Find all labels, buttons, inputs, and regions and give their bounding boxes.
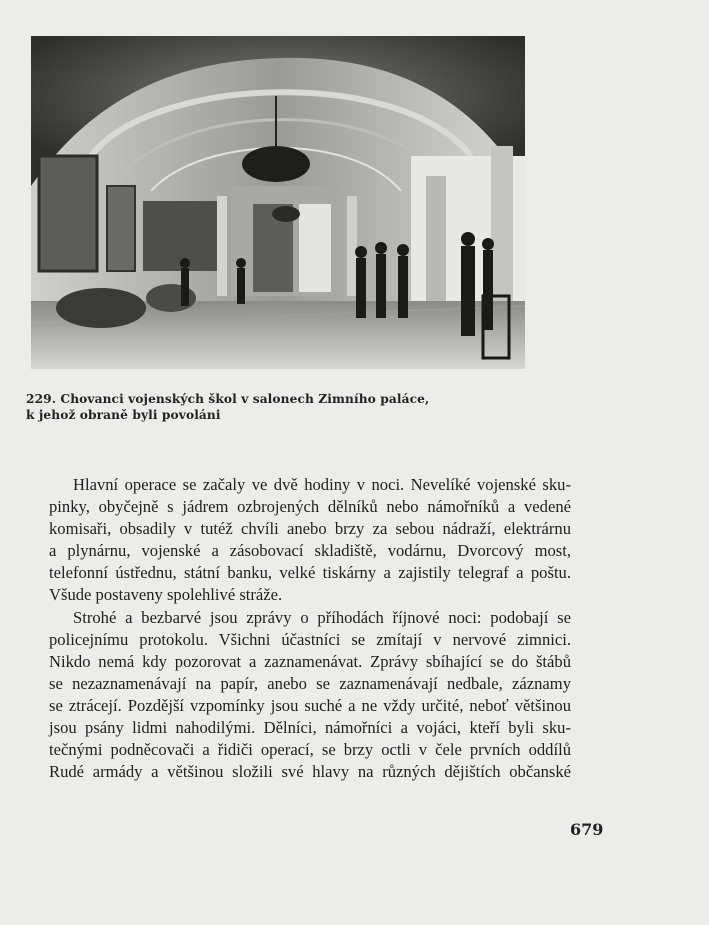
- text-line: jsou psány lidmi nahodilými. Dělníci, námořníci a vojáci, kteří byli sku-: [49, 718, 571, 738]
- caption-line-2: k jehož obraně byli povoláni: [26, 408, 221, 422]
- page-number: 679: [570, 820, 604, 839]
- text-line: Všude postaveny spolehlivé stráže.: [49, 585, 283, 605]
- text-line: pinky, obyčejně s jádrem ozbrojených dělníků nebo námořníků a vedené: [49, 497, 571, 517]
- text-line: Rudé armády a většinou složili své hlavy na různých dějištích občanské: [49, 762, 571, 782]
- text-line: komisaři, obsadily v tutéž chvíli anebo brzy za sebou nádraží, elektrárnu: [49, 519, 571, 539]
- caption-line-1: 229. Chovanci vojenských škol v salonech Zimního paláce,: [26, 392, 430, 406]
- body-text: [49, 474, 571, 783]
- text-line: telefonní ústřednu, státní banku, velké tiskárny a zajistily telegraf a poštu.: [49, 563, 571, 583]
- text-line: Nikdo nemá kdy pozorovat a zaznamenávat. Zprávy sbíhající se do štábů: [49, 651, 571, 671]
- figure-caption: [26, 391, 446, 423]
- text-line: policejnímu protokolu. Všichni účastníci se zmítají v nervové zimnici.: [49, 629, 571, 649]
- text-line: a plynárnu, vojenské a zásobovací skladiště, vodárnu, Dvorcový most,: [49, 541, 571, 561]
- text-line: Strohé a bezbarvé jsou zprávy o příhodách říjnové noci: podobají se: [73, 607, 571, 627]
- text-line: Hlavní operace se začaly ve dvě hodiny v noci. Nevelíké vojenské sku-: [73, 475, 571, 494]
- text-line: se nezaznamenávají na papír, anebo se zaznamenávají nedbale, záznamy: [49, 673, 571, 693]
- photo-illustration: [31, 36, 525, 369]
- text-line: se ztrácejí. Pozdější vzpomínky jsou suché a ne vždy určité, neboť většinou: [49, 695, 571, 715]
- photograph: [31, 36, 525, 369]
- text-line: tečnými podněcovači a řidiči operací, se brzy octli v čele prvních oddílů: [49, 740, 571, 760]
